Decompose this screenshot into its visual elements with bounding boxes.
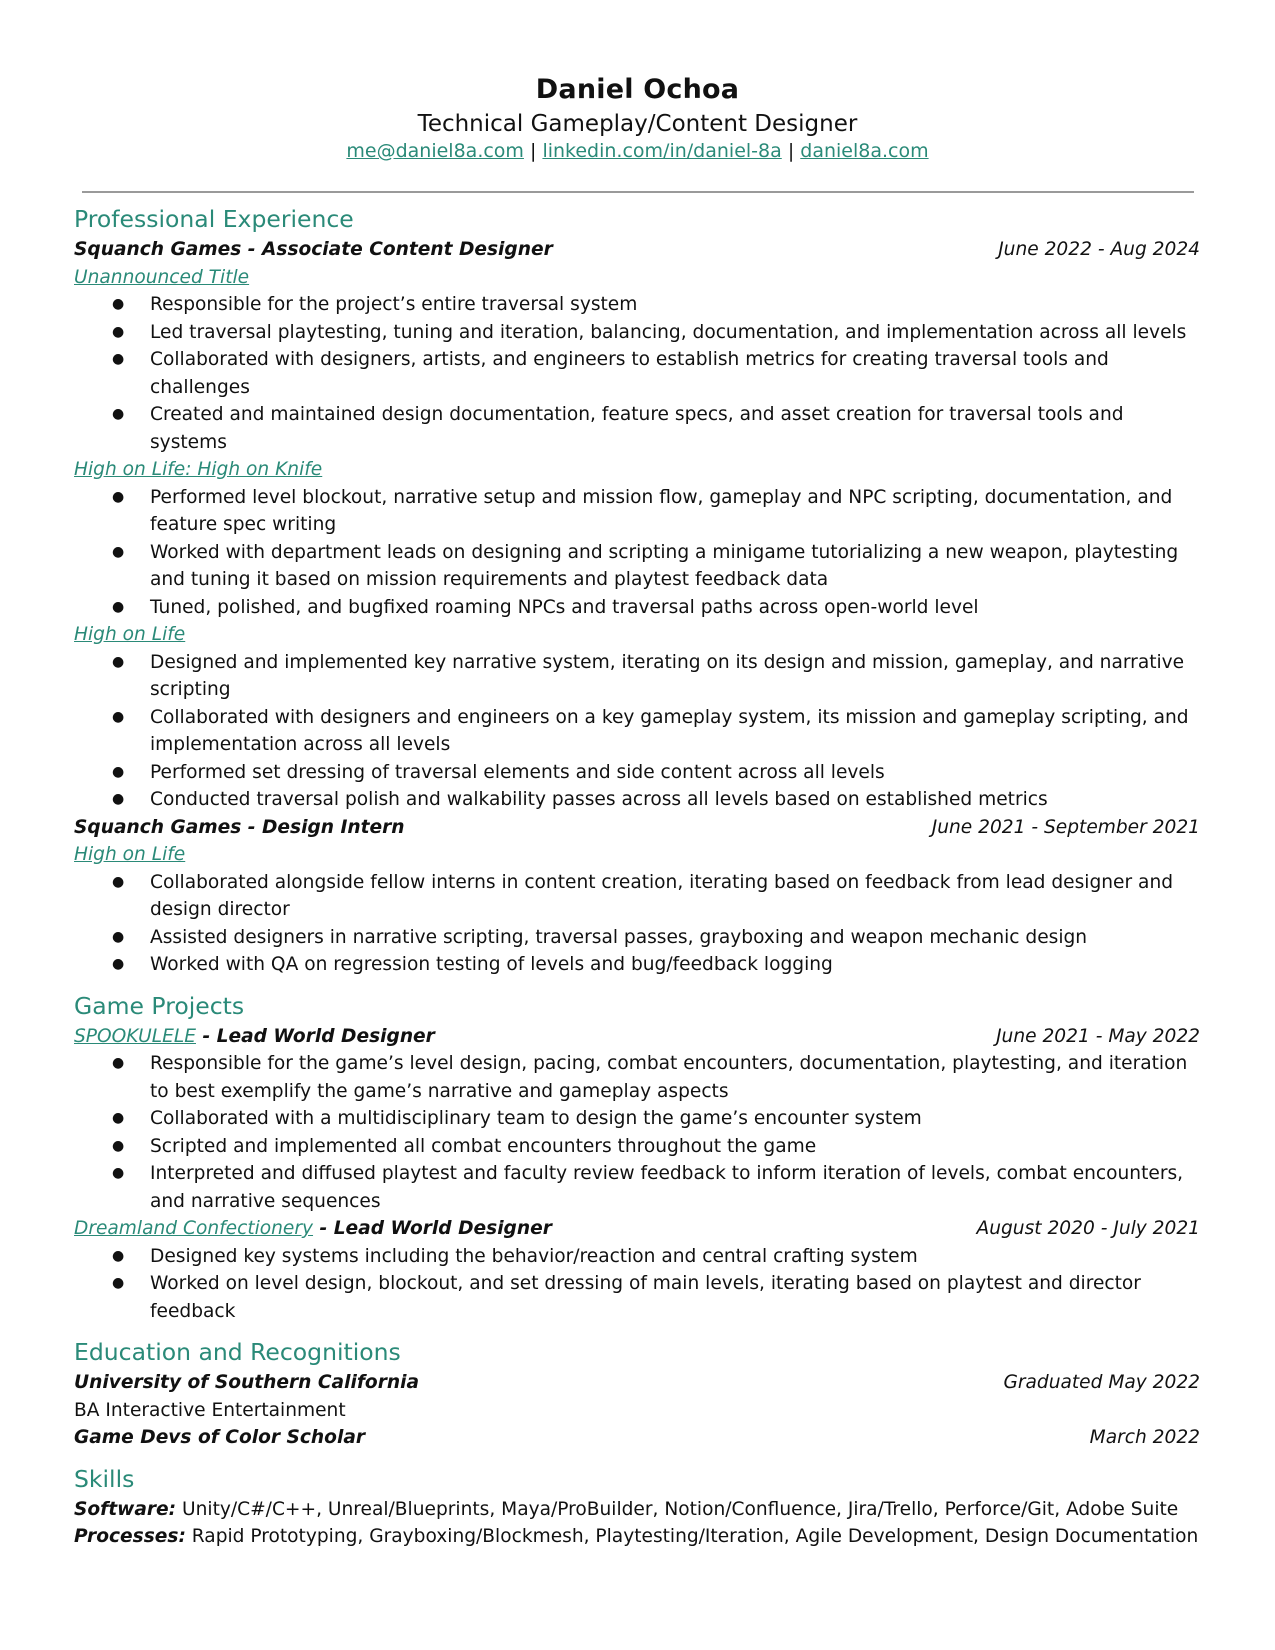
project-role: - Lead World Designer	[195, 1025, 435, 1047]
bullet-item: ● Assisted designers in narrative scripting, traversal passes, grayboxing and weapon mechanic design	[150, 924, 1200, 952]
skills-label: Processes:	[74, 1526, 186, 1547]
project-header	[74, 1023, 1200, 1051]
bullet-item: ● Worked with department leads on designing and scripting a minigame tutorializing a new weapon, playtesting and tuning it based on mission requirements and playtest feedback data	[150, 539, 1200, 594]
project-link[interactable]: SPOOKULELE	[74, 1025, 196, 1047]
contact-line	[0, 140, 1275, 162]
degree: BA Interactive Entertainment	[74, 1399, 346, 1421]
bullet-item: ● Led traversal playtesting, tuning and iteration, balancing, documentation, and implementation across all levels	[150, 319, 1200, 347]
candidate-title: Technical Gameplay/Content Designer	[417, 111, 858, 137]
skills-processes	[74, 1523, 1200, 1551]
bullet-item: ● Worked on level design, blockout, and set dressing of main levels, iterating based on playtest and director feedback	[150, 1270, 1200, 1325]
bullet-list	[74, 869, 1200, 979]
project-link[interactable]: Unannounced Title	[74, 266, 250, 288]
project-link[interactable]: Dreamland Confectionery	[74, 1218, 314, 1239]
project-dates: June 2021 - May 2022	[996, 1025, 1200, 1047]
bullet-item: ● Collaborated alongside fellow interns in content creation, iterating based on feedback from lead designer and design director	[150, 869, 1200, 924]
bullet-item: ● Collaborated with a multidisciplinary team to design the game’s encounter system	[150, 1105, 1200, 1133]
graduation-date: Graduated May 2022	[1003, 1372, 1200, 1393]
bullet-item: ● Collaborated with designers, artists, and engineers to establish metrics for creating traversal tools and challenges	[150, 346, 1200, 401]
bullet-item: ● Responsible for the project’s entire traversal system	[150, 291, 1200, 319]
skills-value: Rapid Prototyping, Grayboxing/Blockmesh, Playtesting/Iteration, Agile Development, Design Documentation	[185, 1526, 1199, 1547]
separator: |	[529, 140, 537, 162]
project-link[interactable]: High on Life	[74, 844, 186, 865]
project-dates: August 2020 - July 2021	[976, 1218, 1200, 1239]
bullet-list	[74, 649, 1200, 814]
section-heading: Education and Recognitions	[74, 1338, 401, 1366]
resume-header	[0, 74, 1275, 162]
section-education	[74, 1335, 1200, 1452]
bullet-item: ● Performed set dressing of traversal elements and side content across all levels	[150, 759, 1200, 787]
skills-software	[74, 1496, 1200, 1524]
job-role: Squanch Games - Associate Content Designer	[74, 239, 553, 260]
bullet-item: ● Collaborated with designers and engineers on a key gameplay system, its mission and gameplay scripting, and implementation across all levels	[150, 704, 1200, 759]
website-link[interactable]: daniel8a.com	[800, 140, 929, 162]
bullet-item: ● Interpreted and diffused playtest and faculty review feedback to inform iteration of levels, combat encounters, and narrative sequences	[150, 1160, 1200, 1215]
bullet-item: ● Designed and implemented key narrative system, iterating on its design and mission, gameplay, and narrative scripting	[150, 649, 1200, 704]
job-role: Squanch Games - Design Intern	[74, 816, 405, 838]
linkedin-link[interactable]: linkedin.com/in/daniel-8a	[542, 140, 782, 162]
section-skills	[74, 1462, 1200, 1551]
candidate-name: Daniel Ochoa	[535, 74, 740, 105]
bullet-item: ● Designed key systems including the behavior/reaction and central crafting system	[150, 1243, 1200, 1271]
section-projects	[74, 989, 1200, 1326]
project-link[interactable]: High on Life	[74, 624, 186, 645]
bullet-list	[74, 1243, 1200, 1326]
bullet-item: ● Worked with QA on regression testing of levels and bug/feedback logging	[150, 951, 1200, 979]
award-header	[74, 1424, 1200, 1452]
job-header	[74, 236, 1200, 264]
skills-label: Software:	[74, 1498, 177, 1520]
project-role: - Lead World Designer	[313, 1218, 552, 1239]
bullet-item: ● Conducted traversal polish and walkability passes across all levels based on established metrics	[150, 786, 1200, 814]
project-link[interactable]: High on Life: High on Knife	[74, 459, 323, 480]
job-dates: June 2021 - September 2021	[931, 816, 1200, 838]
section-heading: Game Projects	[74, 991, 245, 1020]
job-header	[74, 814, 1200, 842]
award-name: Game Devs of Color Scholar	[74, 1427, 366, 1448]
resume-body	[74, 202, 1200, 1551]
education-header	[74, 1369, 1200, 1397]
job-dates: June 2022 - Aug 2024	[998, 239, 1200, 260]
award-date: March 2022	[1089, 1427, 1200, 1448]
section-experience	[74, 202, 1200, 979]
bullet-item: ● Responsible for the game’s level design, pacing, combat encounters, documentation, playtesting, and iteration to best exemplify the game’s narrative and gameplay aspects	[150, 1050, 1200, 1105]
project-header	[74, 1215, 1200, 1243]
bullet-item: ● Created and maintained design documentation, feature specs, and asset creation for traversal tools and systems	[150, 401, 1200, 456]
header-divider	[82, 191, 1194, 193]
email-link[interactable]: me@daniel8a.com	[346, 140, 524, 162]
bullet-item: ● Performed level blockout, narrative setup and mission flow, gameplay and NPC scripting, documentation, and feature spec writing	[150, 484, 1200, 539]
school-name: University of Southern California	[74, 1372, 420, 1393]
bullet-item: ● Tuned, polished, and bugfixed roaming NPCs and traversal paths across open-world level	[150, 594, 1200, 622]
separator: |	[787, 140, 795, 162]
bullet-list	[74, 1050, 1200, 1215]
skills-value: Unity/C#/C++, Unreal/Blueprints, Maya/ProBuilder, Notion/Confluence, Jira/Trello, Perforce/Git, Adobe Suite	[176, 1498, 1179, 1520]
bullet-list	[74, 291, 1200, 456]
section-heading: Skills	[74, 1464, 135, 1493]
bullet-list	[74, 484, 1200, 622]
bullet-item: ● Scripted and implemented all combat encounters throughout the game	[150, 1133, 1200, 1161]
section-heading: Professional Experience	[74, 205, 354, 233]
